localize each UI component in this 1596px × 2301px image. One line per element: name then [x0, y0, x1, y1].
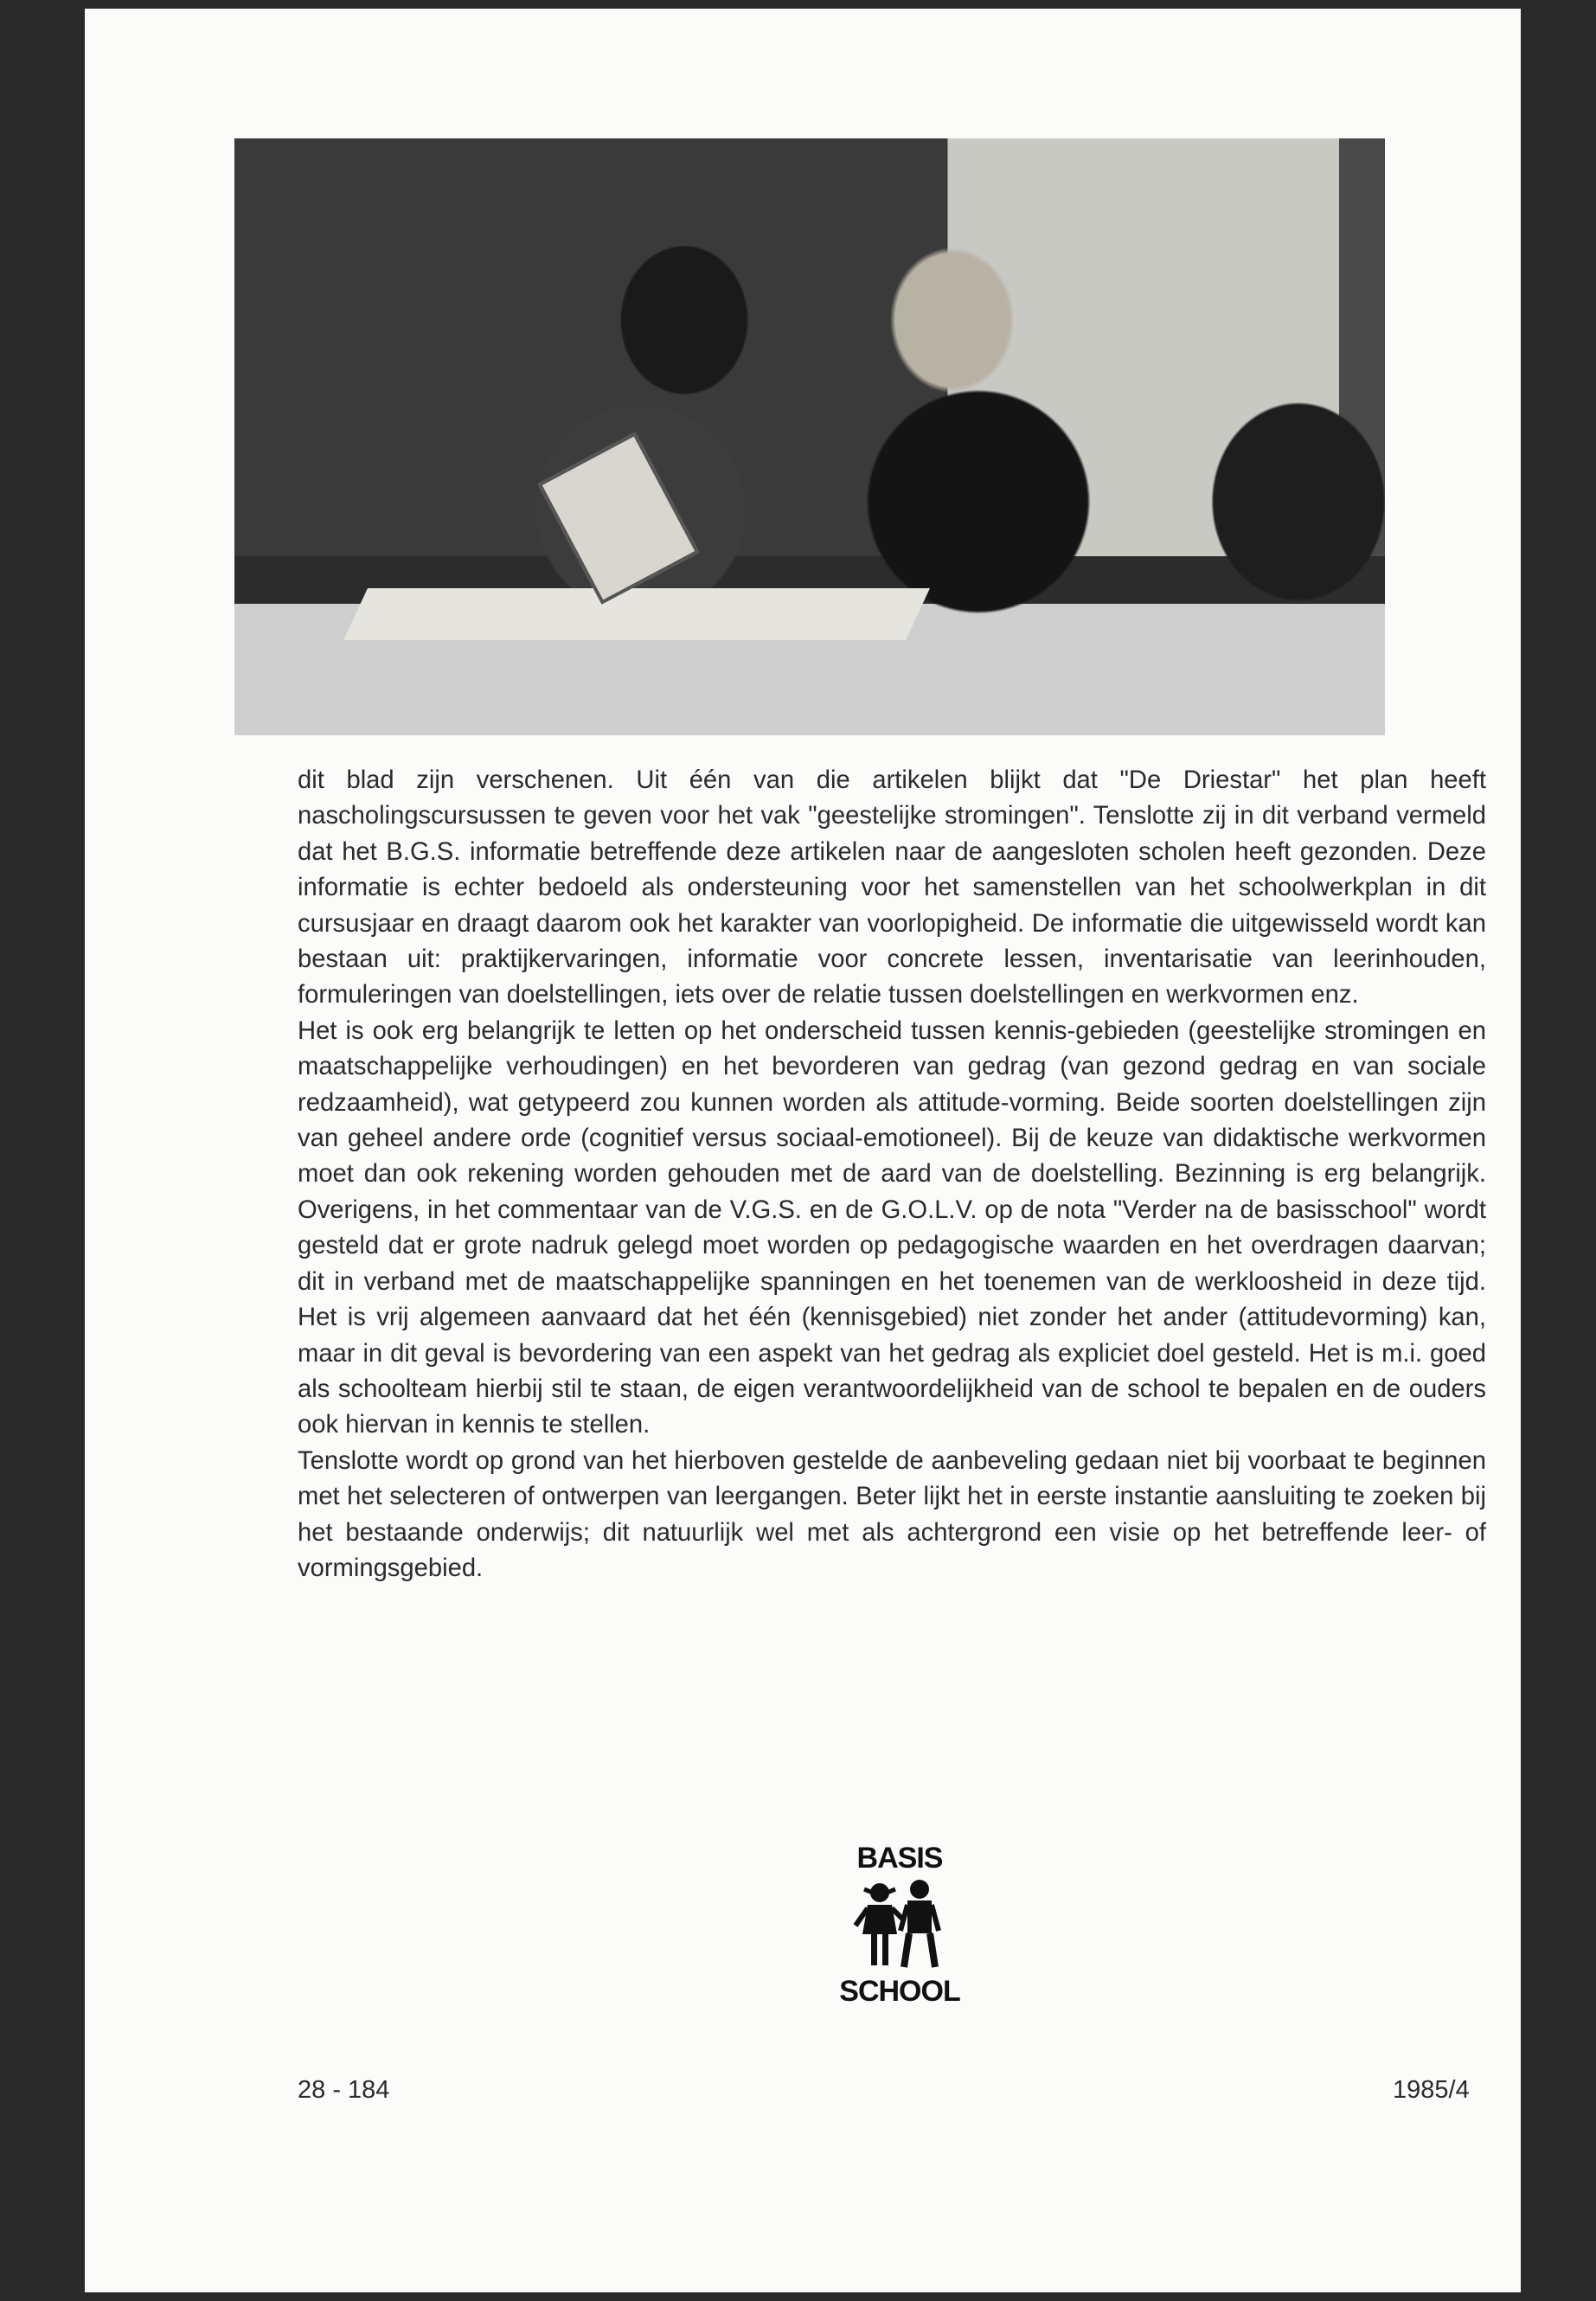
document-page	[85, 9, 1521, 2292]
paragraph-1: dit blad zijn verschenen. Uit één van die artikelen blijkt dat "De Driestar" het plan heeft nascholingscursussen te geven voor het vak "geestelijke stromingen". Tenslotte zij in dit verband vermeld dat het B.G.S. informatie betreffende deze artikelen naar de aangesloten scholen heeft gezonden. Deze informatie is echter bedoeld als ondersteuning voor het samenstellen van het schoolwerkplan in dit cursusjaar en draagt daarom ook het karakter van voorlopigheid. De informatie die uitgewisseld wordt kan bestaan uit: praktijkervaringen, informatie voor concrete lessen, inventarisatie van leerinhouden, formuleringen van doelstellingen, iets over de relatie tussen doelstellingen en werkvormen enz.	[298, 766, 1486, 1009]
photo-desk	[343, 588, 930, 640]
paragraph-2: Het is ook erg belangrijk te letten op het onderscheid tussen kennis-gebieden (geestelijke stromingen en maatschappelijke verhoudingen) en het bevorderen van gedrag (van gezond gedrag en van sociale redzaamheid), wat getypeerd zou kunnen worden als attitude-vorming. Beide soorten doelstellingen zijn van geheel andere orde (cognitief versus sociaal-emotioneel). Bij de keuze van didaktische werkvormen moet dan ook rekening worden gehouden met de aard van de doelstelling. Bezinning is erg belangrijk. Overigens, in het commentaar van de V.G.S. en de G.O.L.V. op de nota "Verder na de basisschool" wordt gesteld dat er grote nadruk gelegd moet worden op pedagogische waarden en het overdragen daarvan; dit in verband met de maatschappelijke spanningen en het toenemen van de werkloosheid in deze tijd. Het is vrij algemeen aanvaard dat het één (kennisgebied) niet zonder het ander (attitudevorming) kan, maar in dit geval is bevordering van een aspekt van het gedrag als expliciet doel gesteld. Het is m.i. goed als schoolteam hierbij stil te staan, de eigen verantwoordelijkheid van de school te bepalen en de ouders ook hiervan in kennis te stellen.	[298, 1016, 1486, 1439]
page-number: 28 - 184	[298, 2076, 390, 2104]
children-figures-icon	[852, 1877, 947, 1972]
photo-book	[537, 432, 699, 605]
paragraph-3: Tenslotte wordt op grond van het hierboven gestelde de aanbeveling gedaan niet bij voorbaat te beginnen met het selecteren of ontwerpen van leergangen. Beter lijkt het in eerste instantie aansluiting te zoeken bij het bestaande onderwijs; dit natuurlijk wel met als achtergrond een visie op het betreffende leer- of vormingsgebied.	[298, 1446, 1486, 1582]
classroom-photo	[234, 138, 1385, 735]
article-body	[298, 763, 1486, 1586]
logo-top-word: BASIS	[856, 1842, 943, 1875]
logo-bottom-word: SCHOOL	[839, 1975, 960, 2008]
issue-number: 1985/4	[1393, 2076, 1470, 2104]
basisschool-logo	[822, 1843, 977, 2016]
